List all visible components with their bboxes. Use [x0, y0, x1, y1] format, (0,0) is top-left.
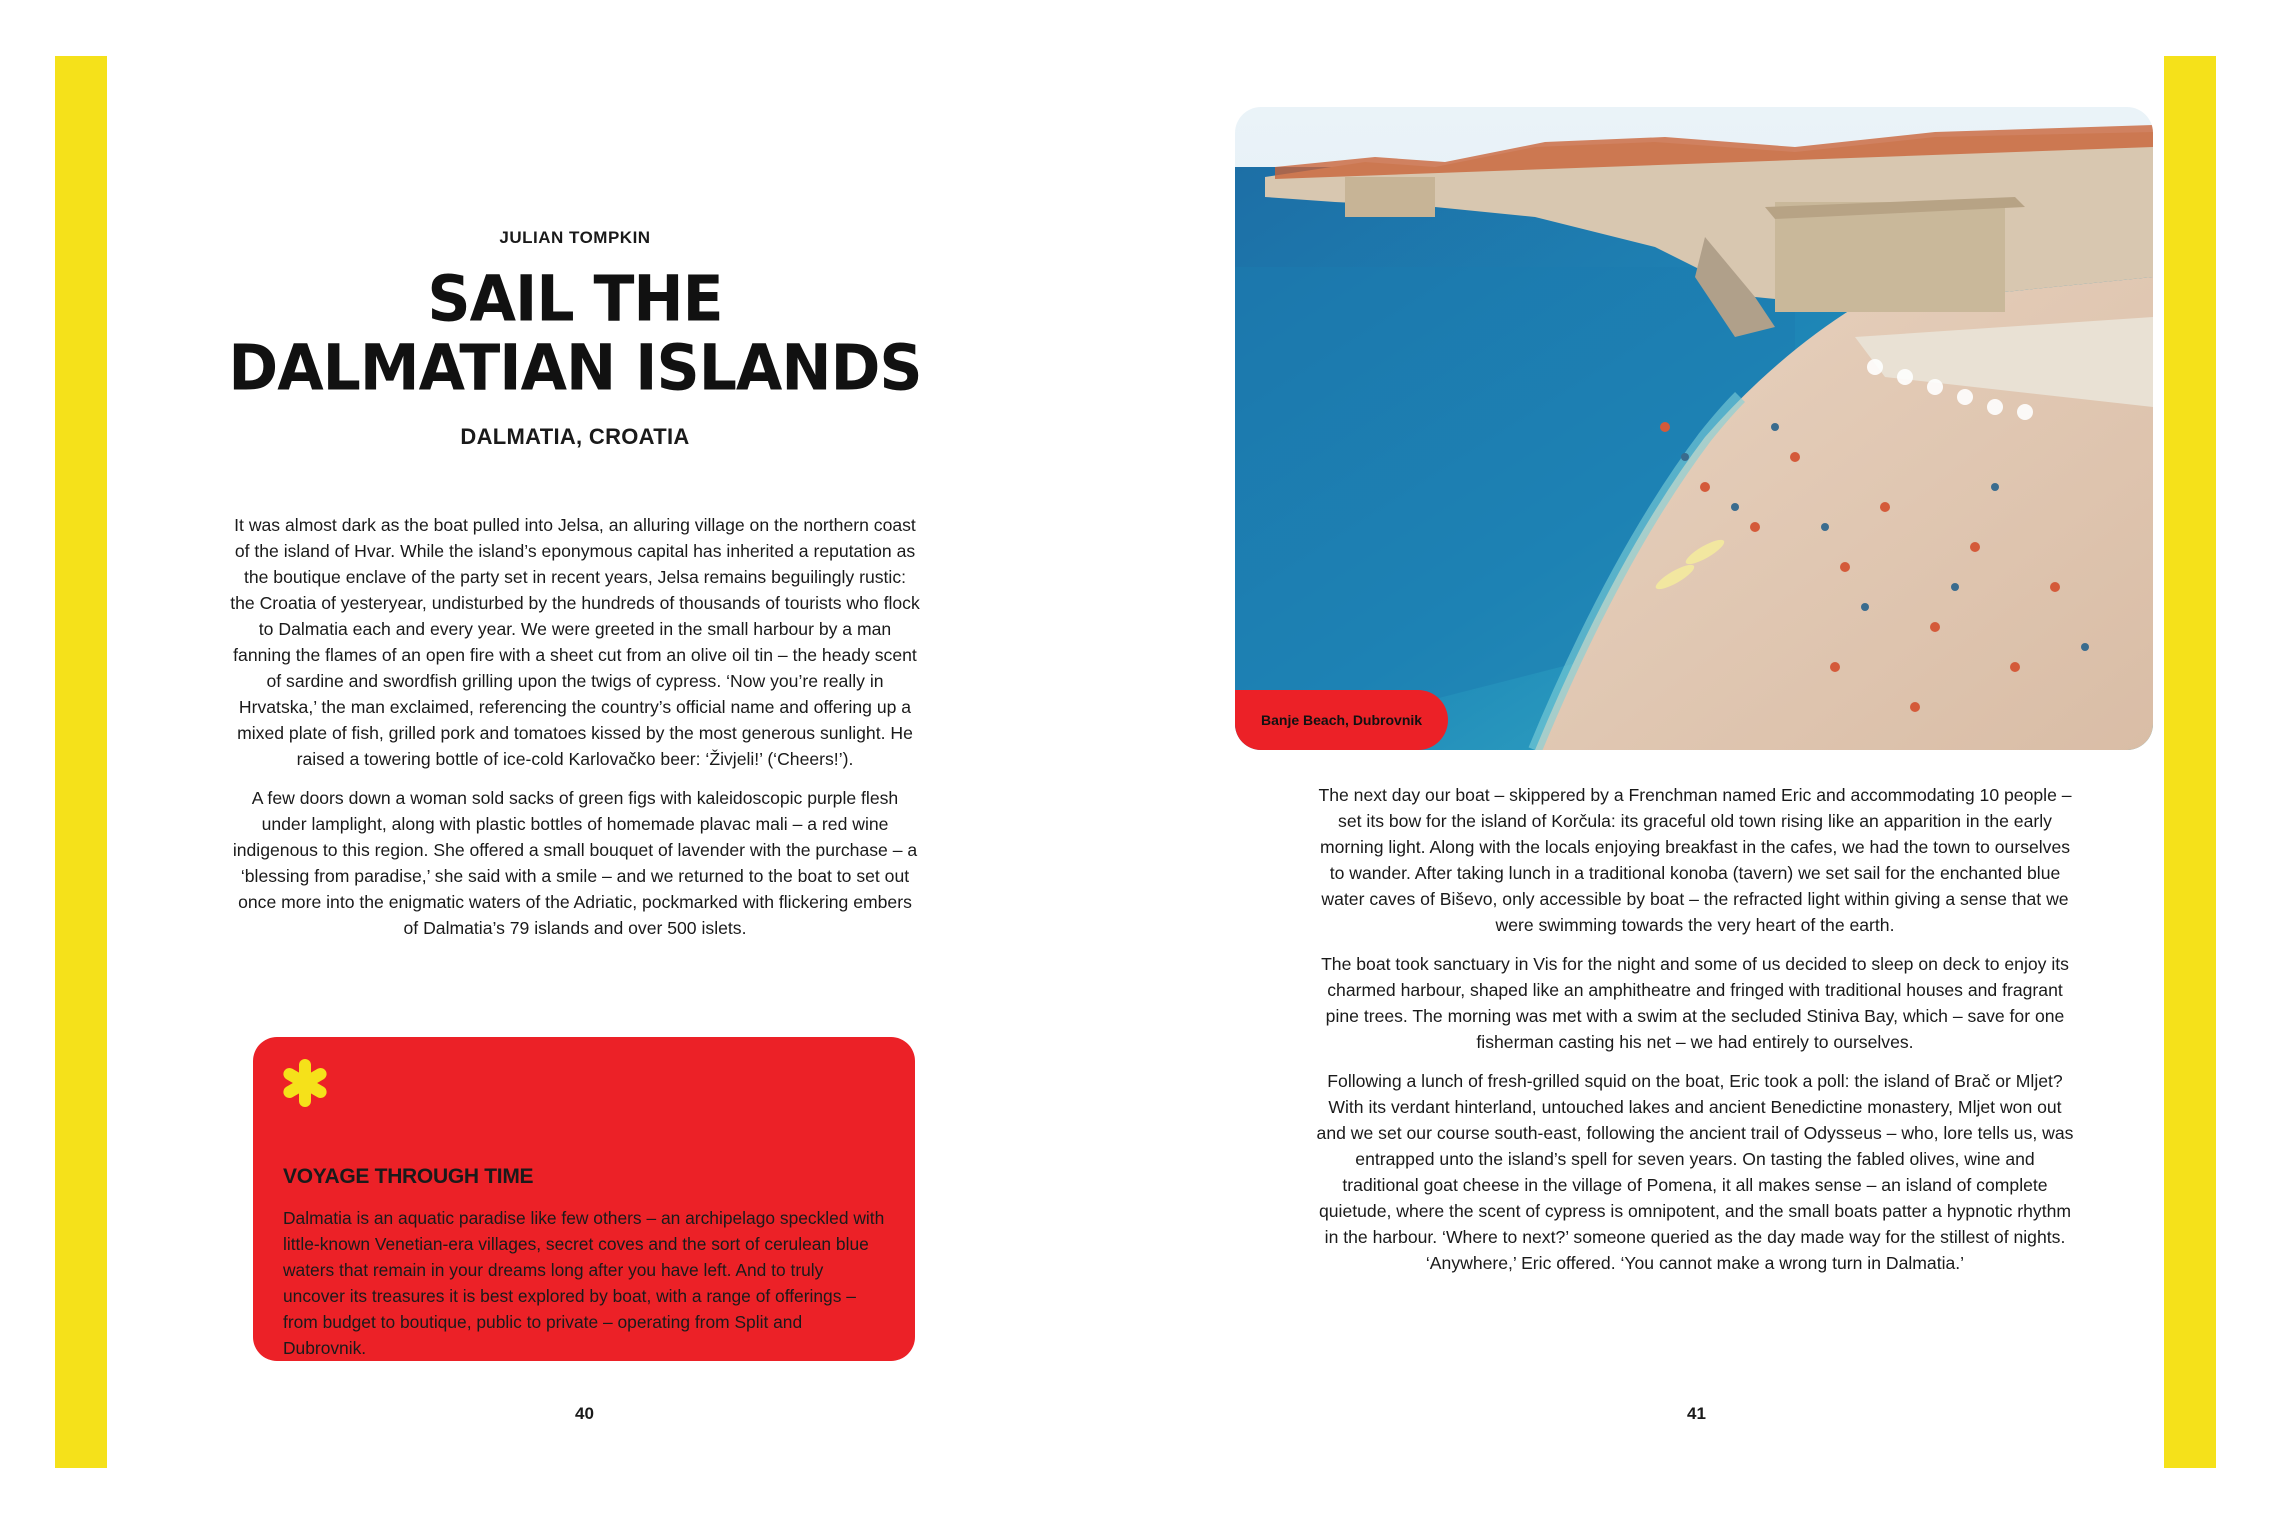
beach-photo: [1235, 107, 2153, 750]
photo-caption: Banje Beach, Dubrovnik: [1235, 690, 1448, 750]
body-paragraph: The boat took sanctuary in Vis for the night and some of us decided to sleep on deck to enjoy its charmed harbour, shaped like an amphitheatre and fringed with traditional houses and fragrant pine trees. The morning was met with a swim at the secluded Stiniva Bay, which – save for one fisherman casting his net – we had entirely to ourselves.: [1321, 954, 2069, 1052]
callout-box: [253, 1037, 915, 1361]
left-yellow-bar: [55, 56, 107, 1468]
left-body-text: [230, 512, 920, 954]
callout-text: Dalmatia is an aquatic paradise like few others – an archipelago speckled with little-known Venetian-era villages, secret coves and the sort of cerulean blue waters that remain in your dreams long after you have left. And to truly uncover its treasures it is best explored by boat, with a range of offerings – from budget to boutique, public to private – operating from Split and Dubrovnik.: [283, 1208, 885, 1358]
body-paragraph: It was almost dark as the boat pulled into Jelsa, an alluring village on the northern coast of the island of Hvar. While the island’s eponymous capital has inherited a reputation as the boutique enclave of the party set in recent years, Jelsa remains beguilingly rustic: the Croatia of yesteryear, undisturbed by the hundreds of thousands of tourists who flock to Dalmatia each and every year. We were greeted in the small harbour by a man fanning the flames of an open fire with a sheet cut from an olive oil tin – the heady scent of sardine and swordfish grilling upon the twigs of cypress. ‘Now you’re really in Hrvatska,’ the man exclaimed, referencing the country’s official name and offering up a mixed plate of fish, grilled pork and tomatoes kissed by the most generous sunlight. He raised a towering bottle of ice-cold Karlovačko beer: ‘Živjeli!’ (‘Cheers!’).: [230, 515, 920, 769]
asterisk-icon: [279, 1057, 331, 1109]
article-title: [220, 262, 930, 406]
location-subtitle: DALMATIA, CROATIA: [460, 424, 690, 449]
body-paragraph: Following a lunch of fresh-grilled squid on the boat, Eric took a poll: the island of Brač or Mljet? With its verdant hinterland, untouched lakes and ancient Benedictine monastery, Mljet won out and we set our course south-east, following the ancient trail of Odysseus – who, lore tells us, was entrapped unto the island’s spell for seven years. On tasting the fabled olives, wine and traditional goat cheese in the village of Pomena, it all makes sense – an island of complete quietude, where the scent of cypress is omnipotent, and the small boats patter a hypnotic rhythm in the harbour. ‘Where to next?’ someone queried as the day made way for the stillest of nights. ‘Anywhere,’ Eric offered. ‘You cannot make a wrong turn in Dalmatia.’: [1316, 1071, 2074, 1273]
body-paragraph: A few doors down a woman sold sacks of green figs with kaleidoscopic purple flesh under lamplight, along with plastic bottles of homemade plavac mali – a red wine indigenous to this region. She offered a small bouquet of lavender with the purchase – a ‘blessing from paradise,’ she said with a smile – and we returned to the boat to set out once more into the enigmatic waters of the Adriatic, pockmarked with flickering embers of Dalmatia’s 79 islands and over 500 islets.: [232, 788, 918, 938]
author-byline: JULIAN TOMPKIN: [499, 228, 651, 247]
right-yellow-bar: [2164, 56, 2216, 1468]
body-paragraph: The next day our boat – skippered by a Frenchman named Eric and accommodating 10 people – set its bow for the island of Korčula: its graceful old town rising like an apparition in the early morning light. Along with the locals enjoying breakfast in the cafes, we had the town to ourselves to wander. After taking lunch in a traditional konoba (tavern) we set sail for the enchanted blue water caves of Biševo, only accessible by boat – the refracted light within giving a sense that we were swimming towards the very heart of the earth.: [1318, 785, 2072, 935]
title-line-1: SAIL THE: [427, 262, 723, 337]
page-number-right: 41: [1687, 1404, 1706, 1423]
title-line-2: DALMATIAN ISLANDS: [228, 331, 922, 406]
right-body-text: [1315, 782, 2075, 1289]
page-number-left: 40: [575, 1404, 594, 1423]
callout-heading: VOYAGE THROUGH TIME: [283, 1165, 534, 1188]
